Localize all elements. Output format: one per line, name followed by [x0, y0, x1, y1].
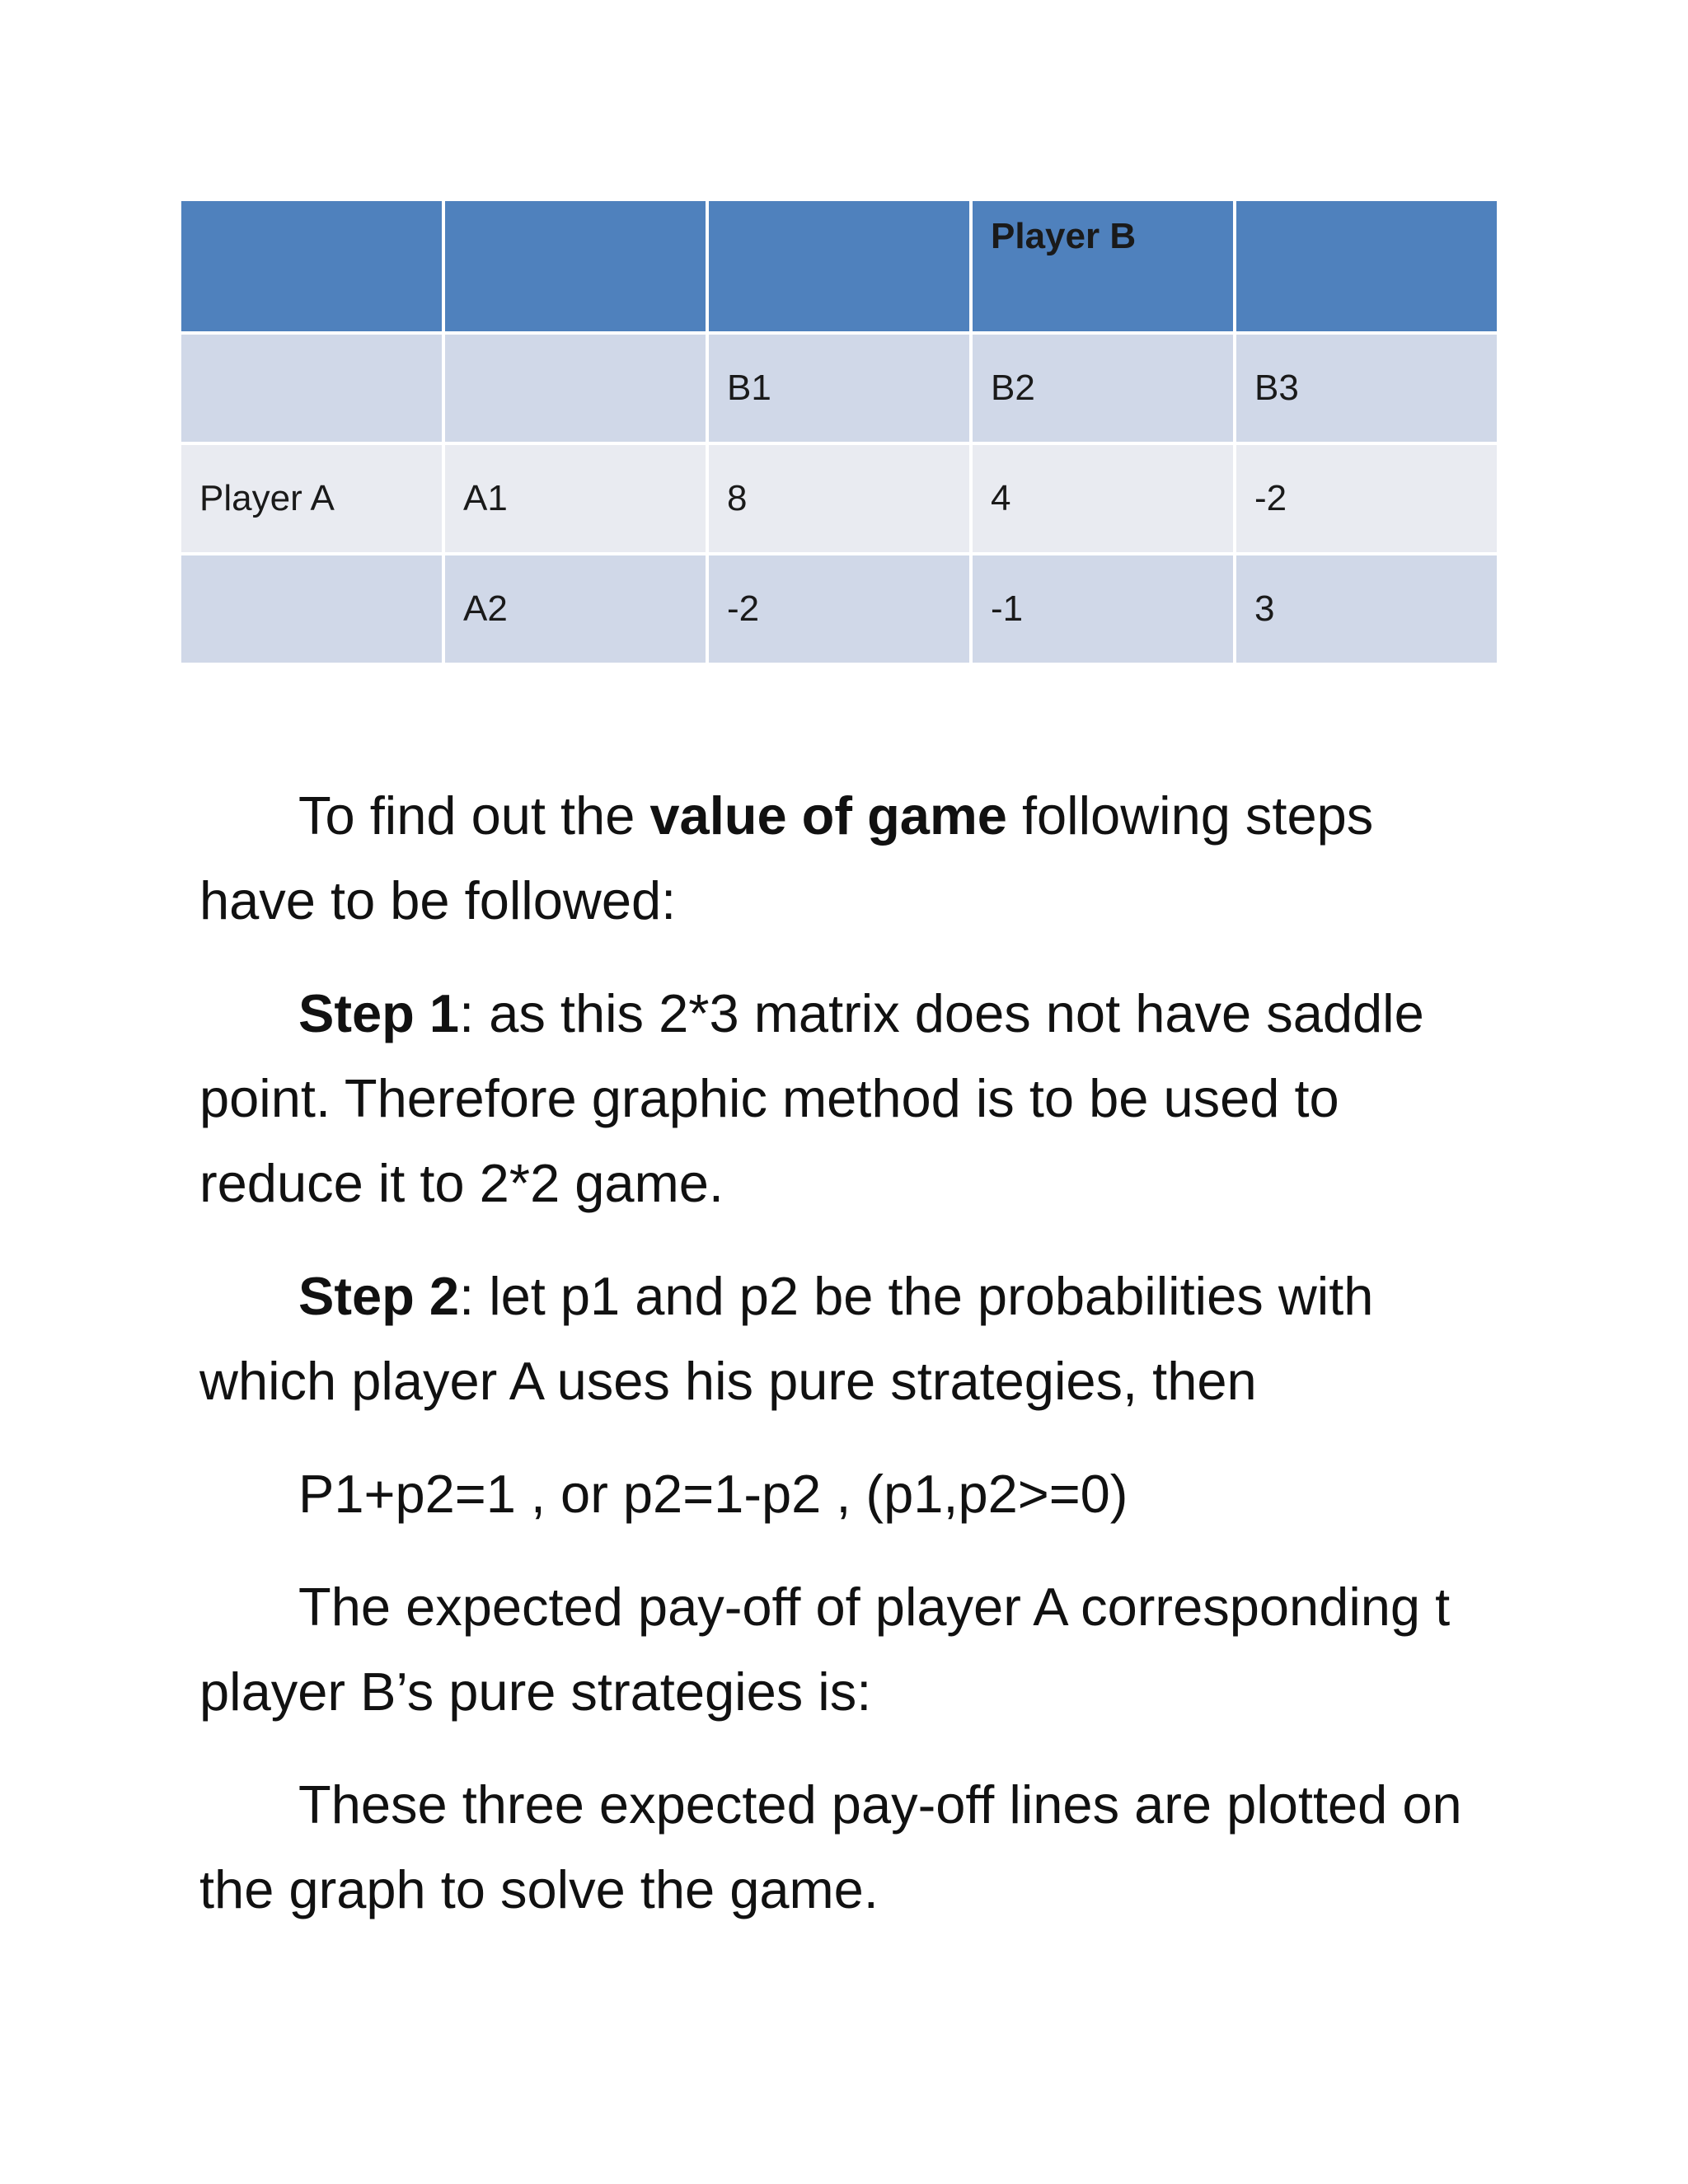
paragraph-text: : let p1 and p2 be the probabilities with which player A uses his pure strategies, then: [199, 1266, 1374, 1411]
table-header-cell: [180, 199, 443, 333]
table-row: [180, 443, 1498, 554]
table-cell: 3: [1235, 554, 1498, 664]
table-row: [180, 333, 1498, 443]
table-cell-player-a: Player A: [180, 443, 443, 554]
table-cell-a1: A1: [443, 443, 707, 554]
bold-term: value of game: [649, 785, 1007, 846]
table-header-cell: [1235, 199, 1498, 333]
table-cell-b2: B2: [971, 333, 1235, 443]
step-label: Step 1: [298, 983, 460, 1043]
paragraph-intro: [199, 773, 1502, 943]
paragraph-text: : as this 2*3 matrix does not have saddle point. Therefore graphic method is to be used to reduce it to 2*2 game.: [199, 983, 1424, 1213]
table-cell: -2: [707, 554, 971, 664]
paragraph-step-2: [199, 1254, 1502, 1423]
body-text: [199, 773, 1502, 1960]
table-header-player-b: Player B: [971, 199, 1235, 333]
table-cell: [443, 333, 707, 443]
table-row: [180, 554, 1498, 664]
paragraph-expected-payoff: The expected pay-off of player A corresponding t player B’s pure strategies is:: [199, 1577, 1451, 1722]
table-cell-a2: A2: [443, 554, 707, 664]
table-cell: [180, 333, 443, 443]
paragraph-equation: P1+p2=1 , or p2=1-p2 , (p1,p2>=0): [298, 1464, 1128, 1524]
paragraph-text: To find out the: [298, 785, 650, 846]
table-cell: 8: [707, 443, 971, 554]
step-label: Step 2: [298, 1266, 460, 1326]
table-header-row: [180, 199, 1498, 333]
table-cell: 4: [971, 443, 1235, 554]
table-cell: -1: [971, 554, 1235, 664]
table-cell: [180, 554, 443, 664]
payoff-matrix-table: [178, 198, 1500, 666]
paragraph-conclusion: These three expected pay-off lines are plotted on the graph to solve the game.: [199, 1774, 1462, 1919]
table-cell-b3: B3: [1235, 333, 1498, 443]
paragraph-text: following steps have to be followed:: [199, 785, 1374, 930]
table-cell-b1: B1: [707, 333, 971, 443]
table-cell: -2: [1235, 443, 1498, 554]
table-header-cell: [707, 199, 971, 333]
table-header-cell: [443, 199, 707, 333]
paragraph-step-1: [199, 971, 1502, 1226]
